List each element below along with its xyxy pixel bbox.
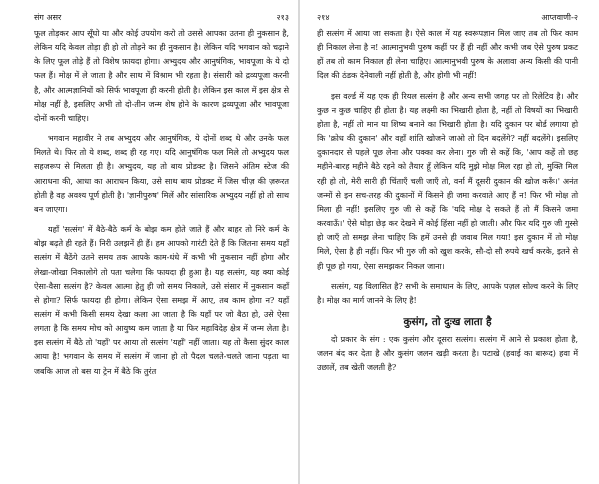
- right-page: [299, 0, 598, 484]
- left-paragraph-3: यहाँ 'सत्संग' में बैठे-बैठे कर्म के बोझ कम होते जाते हैं और बाहर तो निरे कर्म के बोझ बढ़ते ही रहते हैं। निरी उलझनें ही हैं। हम आपको गारंटी देते हैं कि जितना समय यहाँ सत्संग में बैठेंगे उतने समय तक आपके काम-धंधे में कभी भी नुकसान नहीं होगा और लेखा-जोखा निकालोगे तो पता चलेगा कि फायदा ही हुआ है। यह सत्संग, यह क्या कोई ऐसा-वैसा सत्संग है? केवल आत्मा हेतु ही जो समय निकाले, उसे संसार में नुकसान कहाँ से होगा? सिर्फ फायदा ही होगा। लेकिन ऐसा समझ में आए, तब काम होगा न? यहाँ सत्संग में कभी किसी समय देखा कला आ जाता है कि यहाँ पर जो बैठा हो, उसे ऐसा लगता है कि समय मोच को आयुष्य कम जाता है या फिर महाविदेह क्षेत्र में जन्म लेता है। इस सत्संग में बैठे तो 'यहाँ' पर आया तो सत्संग 'यहाँ' नहीं जाता। यह तो कैसा सुंदर काल आया है! भगवान के समय में सत्संग में जाना हो तो पैदल चलते-चलते जाना पड़ता था जबकि आज तो बस या ट्रेन में बैठे कि तुरंत: [34, 224, 289, 376]
- right-paragraph-1: ही सत्संग में आया जा सकता है। ऐसे काल में यह स्वरूपज्ञान मिल जाए तब तो फिर काम ही निकाल लेना है न! आत्मानुभवी पुरुष कहीं पर हैं ही नहीं और कभी जब ऐसे पुरुष प्रकट हों तब तो काम निकाल ही लेना चाहिए। आत्मानुभवी पुरुष के अलावा अन्य किसी की पानी दिल की ठंडक देनेवाली नहीं होती है, और होगी भी नहीं!: [317, 28, 578, 81]
- right-running-head: [317, 10, 578, 26]
- right-running-title: आप्तवाणी-२: [541, 13, 578, 22]
- right-page-number: २१४: [317, 13, 330, 22]
- left-page-number: २१३: [276, 13, 289, 22]
- left-running-head: [34, 10, 289, 26]
- right-page-body: [317, 26, 578, 374]
- left-running-title: संग असर: [34, 13, 62, 22]
- right-paragraph-2: इस वर्ल्ड में यह एक ही रियल सत्संग है और अन्य सभी जगह पर तो रिलेटिव है। और कुछ न कुछ चाहिए ही होता है। यह लक्ष्मी का भिखारी होता है, नहीं तो विषयों का भिखारी होता है, नहीं तो मान या शिष्य बनाने का भिखारी होता है। यदि दुकान पर बोर्ड लगाया हो कि 'क्रोध की दुकान' और वहाँ शांति खोजने जाओ तो दिन बदलेंगे? नहीं बदलेंगे। इसलिए दुकानदार से पहले पूछ लेना और पक्का कर लेना। गुरु जी से कहें कि, 'आप कहें तो छह महीने-बारह महीने बैठे रहने को तैयार हूँ लेकिन यदि मुझे मोक्ष मिल रहा हो तो, मुक्ति मिल रही हो तो, मेरी सारी ही चिंताएँ चली जाएँ तो, वर्ना मैं दूसरी दुकान की खोज करूँ।' अनंत जन्मों से इन सच-तरह की दुकानों में किसने ही जमा करवाते आए हैं न! फिर भी मोक्ष तो मिला ही नहीं! इसलिए गुरु जी से कहें कि 'यदि मोक्ष दे सकते हैं तो मैं किसने जमा करवाऊँ।' ऐसे थोड़ा छेड़ कर देखने में कोई हिंसा नहीं हो जाती। और फिर यदि गुरु जी गुस्से हो जाएँ तो समझ लेना चाहिए कि हमें उनसे ही जवाब मिल गया! इस दुकान में तो मोक्ष मिले, ऐसा है ही नहीं। फिर भी गुरु जी को खुश करके, सौ-दो सौ रुपये खर्च करके, इतने से ही पूछ हो गया, ऐसा समझकर निकल जाना।: [317, 90, 578, 271]
- left-paragraph-1: फूल तोड़कर आप सूँघो या और कोई उपयोग करो तो उससे आपका उतना ही नुकसान है, लेकिन यदि केवल तोड़ा ही हो तो तोड़ने का ही नुकसान है। लेकिन यदि भगवान को चढ़ाने के लिए फूल तोड़े हैं तो विशेष फ़ायदा होगा। अभ्युदय और आनुषंगिक, भावपूजा के ये दो फल हैं। मोक्ष में ले जाता है और साथ में विश्राम भी रहता है। संसारी को द्रव्यपूजा करनी है, और आत्मज्ञानियों को सिर्फ भावपूजा ही करनी होती है। लेकिन इस काल में इस क्षेत्र से मोक्ष नहीं है, इसलिए अभी तो दो-तीन जन्म शेष होने के कारण द्रव्यपूजा और भावपूजा दोनों करनी चाहिए।: [34, 28, 289, 123]
- left-paragraph-2: भगवान महावीर ने तब अभ्युदय और आनुषंगिक, ये दोनों शब्द थे और उनके फल मिलते थे। फिर तो ये शब्द, शब्द ही रह गए। यदि आनुषंगिक फल मिले तो अभ्युदय फल सहजरूप से मिलता ही है। अभ्युदय, यह तो बाय प्रोडक्ट है। जिसने अंतिम स्टेज की आराधना की, आधा का आराधन किया, उसे साथ बाय प्रोडक्ट में जिस चीज़ की ज़रूरत होती है वह अवश्य पूर्ण होती है। 'ज्ञानीपुरुष' मिलें और सांसारिक अभ्युदय नहीं हो तो साथ बन जाएगा।: [34, 133, 289, 214]
- right-paragraph-3: सत्संग, यह विलासित है? सभी के समाधान के लिए, आपके पज़ल सोल्व करने के लिए है। मोक्ष का मार्ग जानने के लिए है!: [317, 280, 578, 305]
- left-page-body: [34, 26, 289, 378]
- left-page: [0, 0, 299, 484]
- right-paragraph-4: दो प्रकार के संग : एक कुसंग और दूसरा सत्संग। सत्संग में आने से प्रकाश होता है, जलन बंद कर देता है और कुसंग जलन खड़ी करता है। पटाखे (हवाई का बारूद) हवा में उछालें, तब खेती जलती है?: [317, 333, 578, 373]
- section-heading: कुसंग, तो दुःख लाता है: [403, 315, 492, 328]
